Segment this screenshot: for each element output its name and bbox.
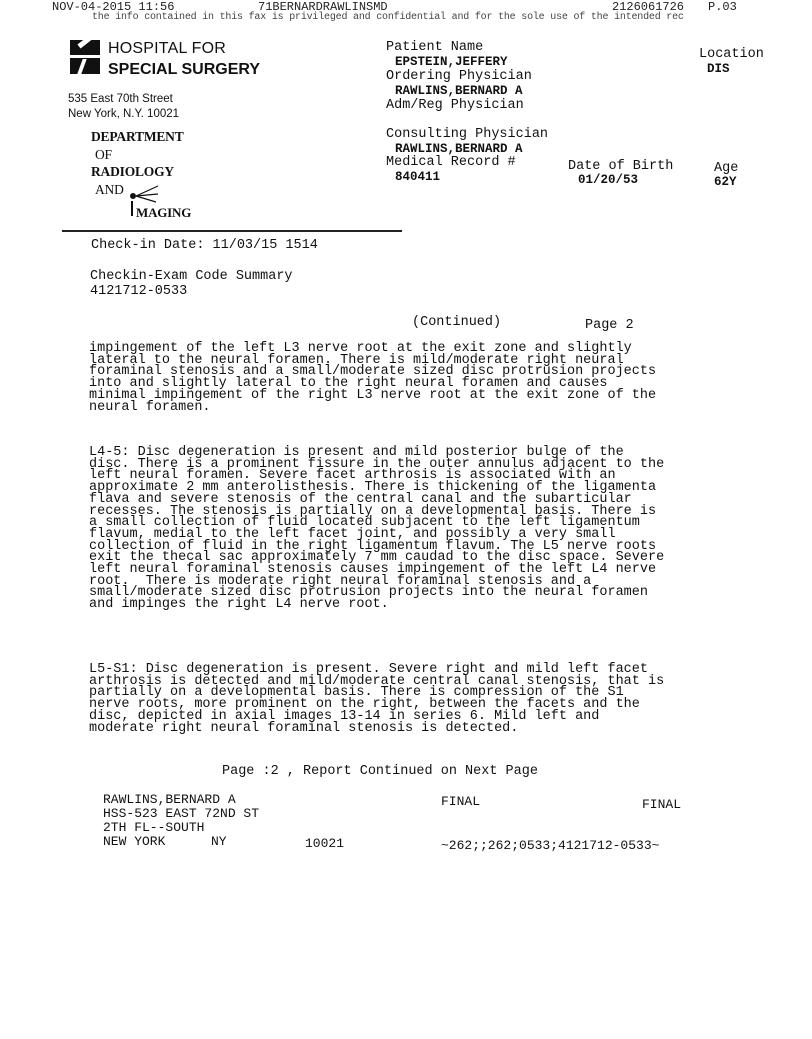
page-indicator: Page 2 xyxy=(585,318,634,333)
fax-phone: 2126061726 xyxy=(612,0,685,14)
exam-code: 4121712-0533 xyxy=(90,284,188,299)
patient-name-label: Patient Name xyxy=(386,40,484,55)
continued-label: (Continued) xyxy=(412,315,502,330)
age-label: Age xyxy=(714,161,739,176)
age-value: 62Y xyxy=(714,175,737,189)
dob-label: Date of Birth xyxy=(568,159,674,174)
medical-record-label: Medical Record # xyxy=(386,155,516,170)
hospital-name-line2: SPECIAL SURGERY xyxy=(108,61,261,78)
hospital-street: 535 East 70th Street xyxy=(68,93,173,105)
hospital-city: New York, N.Y. 10021 xyxy=(68,108,180,120)
fax-sender: 71BERNARDRAWLINSMD xyxy=(258,0,388,14)
exam-codes: ~262;;262;0533;4121712-0533~ xyxy=(441,838,660,853)
medical-record-number: 840411 xyxy=(395,170,441,184)
address-city: NEW YORK xyxy=(103,834,166,849)
address-line2: HSS-523 EAST 72ND ST xyxy=(103,806,260,821)
dept-line3: RADIOLOGY xyxy=(91,164,174,179)
admreg-physician-label: Adm/Reg Physician xyxy=(386,98,524,113)
checkin-date: Check-in Date: 11/03/15 1514 xyxy=(91,238,318,253)
ordering-physician: RAWLINS,BERNARD A xyxy=(395,84,523,98)
hss-logo-icon xyxy=(70,40,100,74)
address-zip: 10021 xyxy=(305,836,345,851)
address-line1: RAWLINS,BERNARD A xyxy=(103,792,236,807)
dob-value: 01/20/53 xyxy=(578,173,639,187)
report-status-1: FINAL xyxy=(441,794,481,809)
ordering-physician-label: Ordering Physician xyxy=(386,69,532,84)
dept-line1: DEPARTMENT xyxy=(91,129,184,144)
exam-code-summary-label: Checkin-Exam Code Summary xyxy=(90,269,293,284)
report-status-2: FINAL xyxy=(642,797,682,812)
dept-line4: AND xyxy=(95,182,124,197)
confidentiality-notice: the info contained in this fax is privileged and confidential and for the sole use of the intended rec xyxy=(92,12,684,23)
location-value: DIS xyxy=(707,62,730,76)
location-label: Location xyxy=(699,47,764,62)
report-paragraph-l4-5: L4-5: Disc degeneration is present and mild posterior bulge of the disc. There is a prominent fissure in the outer annulus adjacent to the left neural foramen. Severe facet arthrosis is associated with an approximate 2 mm anterolisthesis. There is thickening of the ligamenta flava and severe stenosis of the central canal and the subarticular recesses. The stenosis is partially on a developmental basis. There is a small collection of fluid located subjacent to the left ligamentum flavum, medial to the left facet joint, and possibly a very small collection of fluid in the right ligamentum flavum. The L5 nerve roots exit the thecal sac approximately 7 mm caudad to the disc space. Severe left neural foraminal stenosis causes impingement of the left L4 nerve root. There is moderate right neural foraminal stenosis and a small/moderate sized disc protrusion projects into the neural foramen and impinges the right L4 nerve root. xyxy=(89,445,665,613)
fax-datetime: NOV-04-2015 11:56 xyxy=(52,0,175,14)
header-divider xyxy=(62,230,402,232)
consulting-physician: RAWLINS,BERNARD A xyxy=(395,142,523,156)
dept-line2: OF xyxy=(95,147,112,162)
hospital-name-line1: HOSPITAL FOR xyxy=(108,40,226,57)
consulting-physician-label: Consulting Physician xyxy=(386,127,549,142)
dept-line5: MAGING xyxy=(136,205,192,220)
report-paragraph-1: impingement of the left L3 nerve root at the exit zone and slightly lateral to the neural foramen. There is mild/moderate right neural foraminal stenosis and a small/moderate sized disc protrusion projects into and slightly lateral to the right neural foramen and causes minimal impingement of the right L3 nerve root at the exit zone of the neural foramen. xyxy=(89,341,657,415)
address-state: NY xyxy=(211,834,227,849)
report-paragraph-l5-s1: L5-S1: Disc degeneration is present. Severe right and mild left facet arthrosis is detected and mild/moderate central canal stenosis, that is partially on a developmental basis. There is compression of the S1 nerve roots, more prominent on the right, between the facets and the disc, depicted in axial images 13-14 in series 6. Mild left and moderate right neural foraminal stenosis is detected. xyxy=(89,662,665,736)
fax-page: P.03 xyxy=(708,0,737,14)
report-continued-line: Page :2 , Report Continued on Next Page xyxy=(222,764,538,779)
patient-name: EPSTEIN,JEFFERY xyxy=(395,55,508,69)
imaging-bar-icon xyxy=(131,201,133,216)
imaging-emblem-icon xyxy=(128,184,162,204)
address-line3: 2TH FL--SOUTH xyxy=(103,820,205,835)
